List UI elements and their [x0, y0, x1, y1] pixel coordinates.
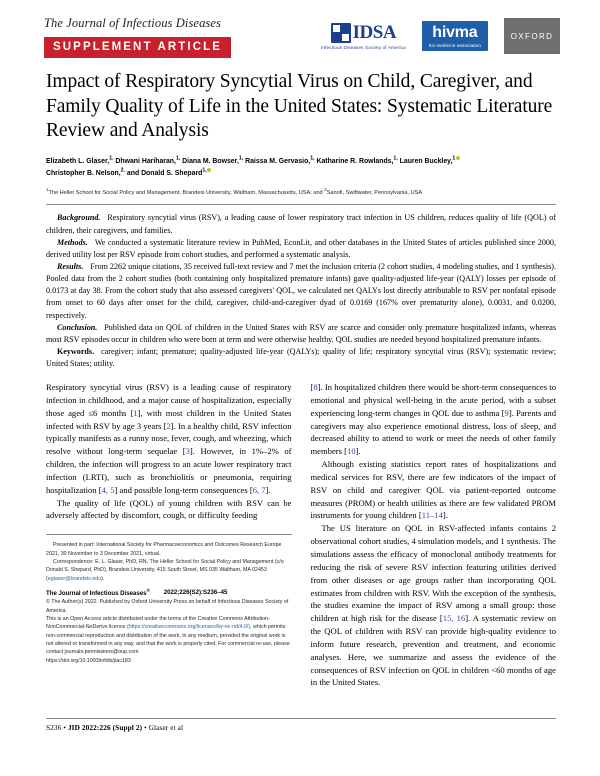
author-affiliations: $^1$The Heller School for Social Policy and Management, Brandeis University, Waltham, Massachusetts, USA; and $^2$Sanofi, Swiftwater, Pennsylvania, USA [46, 186, 423, 196]
footer-separator-icon: • [144, 723, 147, 732]
abstract-conclusion-label: Conclusion. [57, 322, 98, 332]
body-paragraph: The quality of life (QOL) of young children with RSV can be adversely affected by discomfort, cough, or difficulty feeding [46, 497, 292, 521]
author-list [46, 155, 556, 180]
footnote-presented: Presented in part: International Society for Pharmacoeconomics and Outcomes Research Europe 2021, 30 November to 3 December 2021, virtual. [46, 542, 282, 557]
idsa-emblem-icon [331, 23, 351, 43]
correspondence-text: Correspondence: E. L. Glaser, PhD, RN, The Heller School for Social Policy and Management (c/o Donald S. Shepard, PhD), Brandeis University, 415 South Street, MS 035 Waltham, MA 02453 ( [46, 558, 284, 582]
page-footer [46, 718, 556, 732]
left-column [46, 381, 292, 689]
idsa-wordmark: IDSA [352, 22, 397, 43]
abstract-keywords-label: Keywords. [57, 347, 95, 356]
author-line-1: Elizabeth L. Glaser,$^{1,}$ Dhwani Hariharan,$^{1,}$ Diana M. Bowser,$^{1,}$ Raissa M. Gervasio,$^{1,}$ Katharine R. Rowlands,$^{1,}$ Lauren Buckley,$^1$ [46, 155, 456, 165]
right-column [311, 381, 557, 689]
abstract-results [46, 261, 556, 322]
journal-name: The Journal of Infectious Diseases [44, 16, 221, 30]
abstract-methods-text: We conducted a systematic literature review in PubMed, EconLit, and other databases in the United States of articles published since 2000, derived utility lost per RSV episode from cohort studies, and performed a systematic analysis. [46, 237, 556, 259]
abstract-background [46, 212, 556, 236]
doi-link[interactable]: https://doi.org/10.1093/infdis/jiac183 [46, 657, 131, 664]
article-title: Impact of Respiratory Syncytial Virus on Child, Caregiver, and Family Quality of Life in the United States: Systematic Literature Review and Analysis [46, 71, 553, 142]
idsa-logo-row [331, 23, 396, 43]
body-paragraph: The US literature on QOL in RSV-affected infants contains 2 observational cohort studies, 4 simulation models, and 1 synthesis. The simulations assess the efficacy of monoclonal antibody treatments for reducing the risk of severe RSV infection featuring utilities derived from other diseases or age groups rather than incorporating QOL estimates from children with RSV. With the exception of the synthesis, the studies examine the impact of RSV among a small group: those children at high risk for the disease [15, 16]. A systematic review on the QOL of children with RSV can provide high-quality evidence to inform future research, prevention and treatment, and economic analyses. Here, we summarize and assess the evidence of the consequences of RSV infection on QOL in children <60 months of age in the United States. [310, 523, 557, 688]
body-paragraph: Although existing statistics report rates of hospitalizations and medical services for RSV, there are few indicators of the impact of RSV on child and caregiver QOL via patient-reported outcome measures (PROM) or health utilities as there are few validated PROM instruments for young children [11–14]. [310, 459, 556, 521]
copyright-notice: © The Author(s) 2022. Published by Oxford University Press on behalf of Infectious Diseases Society of America. [46, 599, 289, 614]
footer-separator-icon: • [63, 723, 66, 732]
correspondence-tail: ). [101, 575, 105, 582]
journal-title-text: The Journal of Infectious Diseases [46, 589, 147, 597]
hivma-wordmark: hivma [432, 23, 478, 41]
body-paragraph: [8]. In hospitalized children there would be short-term consequences to emotional and physical well-being in the acute period, with a subset experiencing long-term changes in QOL due to asthma [9]. Parents and caregivers may also experience emotional distress, loss of sleep, and decreased ability to attend to work or meet the needs of other family members [10]. [310, 382, 556, 457]
footer-supplement: (Suppl 2) [112, 723, 143, 732]
abstract-results-text: From 2262 unique citations, 35 received full-text review and 7 met the inclusion criteria (2 cohort studies, 4 modeling studies, and 1 synthesis). Pooled data from the 2 cohort studies (both containing only hospitalized premature infants) gave quality-adjusted life-year (QALY) losses per episode of 0.0173 at day 38. From the cohort study that also assessed caregivers' QOL, we calculated net QALYs lost directly attributable to RSV per nonfatal episode from onset to 60 days after onset for the child, caregiver, child-and-caregiver dyad of 0.0169 (167% over prematurity alone), 0.0031, and 0.0200, respectively. [46, 262, 556, 320]
registered-mark-icon: ® [146, 587, 150, 593]
footnote-divider [46, 534, 292, 535]
masthead [0, 0, 600, 58]
orcid-icon[interactable] [207, 168, 211, 172]
body-columns [46, 381, 556, 689]
author-line-2: Christopher B. Nelson,$^{2,}$ and Donald S. Shepard$^{1,}$ [46, 168, 207, 178]
idsa-logo [321, 23, 406, 50]
oxford-university-press-logo [504, 18, 560, 54]
journal-citation-line [46, 588, 292, 599]
abstract-results-label: Results. [57, 262, 84, 272]
abstract-methods [46, 237, 556, 261]
idsa-subtitle: Infectious Diseases Society of America [320, 44, 406, 50]
orcid-icon[interactable] [456, 156, 460, 160]
footer-journal-abbrev: JID 2022:226 [67, 723, 111, 732]
supplement-article-banner: SUPPLEMENT ARTICLE [44, 37, 231, 58]
license-url-link[interactable]: (https://creativecommons.org/licenses/by-nc-nd/4.0/) [126, 624, 251, 631]
license-text-1: This is an Open Access article distributed under the terms of the Creative Commons Attribution-NonCommercial-NoDerivs [46, 616, 270, 631]
abstract-methods-label: Methods. [57, 237, 88, 247]
journal-volume-pages: 2022;226(S2):S236–45 [163, 588, 228, 596]
body-paragraph: Respiratory syncytial virus (RSV) is a leading cause of respiratory infection in childhood, and a major cause of hospitalization, especially those aged ≤6 months [1], with most children in the United States infected with RSV by age 3 years [2]. In a healthy child, RSV infection typically manifests as a runny nose, fever, cough, and wheezing, which resolve without long-term sequelae [3]. However, in 1%–2% of children, the infection will progress to an acute lower respiratory tract infection (LRTI), such as bronchiolitis or pneumonia, requiring hospitalization [4, 5] and possible long-term consequences [6, 7]. [46, 382, 292, 495]
license-word: licence [109, 624, 126, 631]
footnote-correspondence [46, 558, 292, 583]
abstract-background-label: Background. [57, 213, 101, 223]
footer-citation [46, 723, 556, 732]
abstract-keywords [46, 346, 556, 370]
hivma-logo [422, 21, 488, 52]
abstract-conclusion [46, 322, 556, 346]
masthead-left [44, 14, 231, 58]
abstract-background-text: Respiratory syncytial virus (RSV), a leading cause of lower respiratory tract infection in US children, reduces quality of life (QOL) of children, their caregivers, and families. [46, 213, 556, 235]
footer-page-number: S236 [46, 723, 62, 732]
correspondence-email-link[interactable]: eglaser@brandeis.edu [47, 575, 102, 582]
title-block [0, 58, 600, 197]
footer-divider [46, 718, 556, 719]
journal-title-footnote [46, 588, 150, 599]
footnote-block [46, 541, 292, 665]
license-text-2: , which permits non-commercial reproduction and distribution of the work, in any medium, provided the original work is not altered or transformed in any way, and that the work is properly cited. For commercial re-use, please contact journals.permissions@oup.com [46, 624, 290, 656]
footer-authors: Glaser et al [148, 723, 184, 732]
hivma-subtitle: hiv medicine association [428, 43, 481, 49]
publisher-logos [321, 14, 560, 54]
license-notice [46, 615, 292, 657]
oxford-wordmark: OXFORD [510, 31, 554, 41]
abstract-keywords-text: caregiver; infant; premature; quality-adjusted life-year (QALYs); quality of life; respiratory syncytial virus (RSV); systematic review; United States; utility. [46, 347, 556, 369]
abstract-conclusion-text: Published data on QOL of children in the United States with RSV are scarce and consider only premature hospitalized infants, whereas most RSV episodes occur in children who were born at term and were otherwise healthy. QOL studies are needed beyond hospitalized premature infants. [46, 322, 556, 344]
abstract [0, 205, 600, 370]
